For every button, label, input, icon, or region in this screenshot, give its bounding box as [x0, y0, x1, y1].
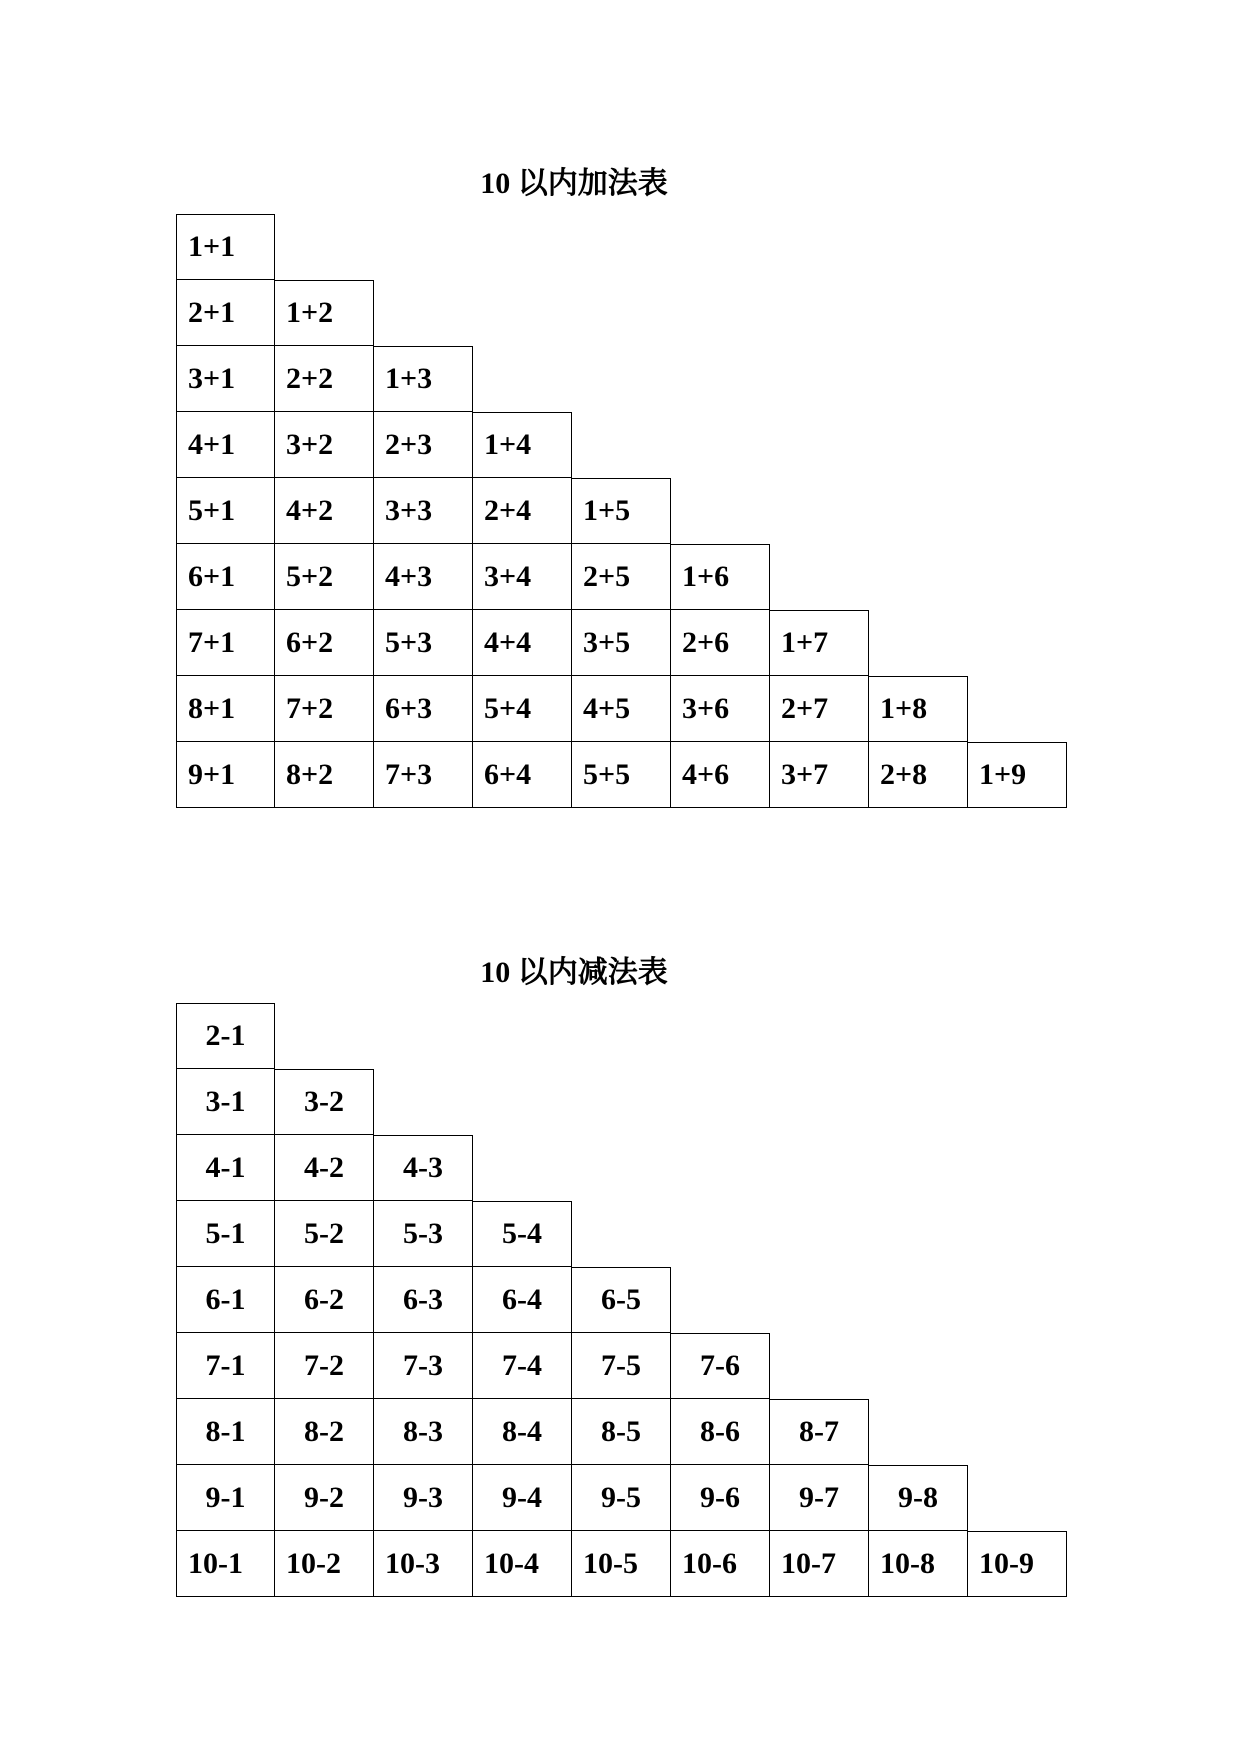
- subtraction-cell: 2-1: [176, 1003, 275, 1069]
- subtraction-cell: 8-5: [572, 1399, 671, 1465]
- subtraction-cell: 10-2: [275, 1531, 374, 1597]
- addition-cell: 1+9: [968, 742, 1067, 808]
- subtraction-row: [176, 1201, 1067, 1267]
- subtraction-cell: 10-8: [869, 1531, 968, 1597]
- addition-cell: 1+8: [869, 676, 968, 742]
- subtraction-cell: 9-7: [770, 1465, 869, 1531]
- addition-cell: 2+6: [671, 610, 770, 676]
- addition-cell: 5+4: [473, 676, 572, 742]
- subtraction-cell: 3-2: [275, 1069, 374, 1135]
- subtraction-cell: 3-1: [176, 1069, 275, 1135]
- addition-cell: 8+2: [275, 742, 374, 808]
- addition-cell: 6+4: [473, 742, 572, 808]
- subtraction-cell: 7-3: [374, 1333, 473, 1399]
- subtraction-cell: 9-6: [671, 1465, 770, 1531]
- subtraction-cell: 7-6: [671, 1333, 770, 1399]
- addition-cell: 2+2: [275, 346, 374, 412]
- addition-cell: 8+1: [176, 676, 275, 742]
- addition-cell: 5+5: [572, 742, 671, 808]
- subtraction-row: [176, 1465, 1067, 1531]
- addition-row: [176, 280, 1067, 346]
- subtraction-cell: 8-1: [176, 1399, 275, 1465]
- subtraction-cell: 9-2: [275, 1465, 374, 1531]
- subtraction-cell: 6-5: [572, 1267, 671, 1333]
- addition-cell: 1+6: [671, 544, 770, 610]
- addition-cell: 7+2: [275, 676, 374, 742]
- subtraction-cell: 8-3: [374, 1399, 473, 1465]
- addition-cell: 4+5: [572, 676, 671, 742]
- addition-cell: 2+4: [473, 478, 572, 544]
- subtraction-cell: 9-4: [473, 1465, 572, 1531]
- subtraction-cell: 10-1: [176, 1531, 275, 1597]
- subtraction-cell: 7-4: [473, 1333, 572, 1399]
- addition-cell: 4+3: [374, 544, 473, 610]
- addition-cell: 4+4: [473, 610, 572, 676]
- subtraction-cell: 8-4: [473, 1399, 572, 1465]
- addition-cell: 2+7: [770, 676, 869, 742]
- addition-row: [176, 478, 1067, 544]
- addition-cell: 6+2: [275, 610, 374, 676]
- subtraction-cell: 10-5: [572, 1531, 671, 1597]
- addition-cell: 6+3: [374, 676, 473, 742]
- addition-cell: 4+6: [671, 742, 770, 808]
- addition-cell: 3+5: [572, 610, 671, 676]
- subtraction-cell: 10-4: [473, 1531, 572, 1597]
- addition-row: [176, 214, 1067, 280]
- subtraction-row: [176, 1003, 1067, 1069]
- subtraction-cell: 7-1: [176, 1333, 275, 1399]
- addition-cell: 2+3: [374, 412, 473, 478]
- addition-cell: 1+4: [473, 412, 572, 478]
- subtraction-cell: 4-1: [176, 1135, 275, 1201]
- subtraction-cell: 7-5: [572, 1333, 671, 1399]
- subtraction-cell: 5-4: [473, 1201, 572, 1267]
- addition-cell: 1+7: [770, 610, 869, 676]
- subtraction-cell: 8-7: [770, 1399, 869, 1465]
- addition-table-title: 10 以内加法表: [480, 167, 668, 200]
- subtraction-cell: 9-1: [176, 1465, 275, 1531]
- subtraction-row: [176, 1531, 1067, 1597]
- addition-cell: 7+1: [176, 610, 275, 676]
- addition-cell: 1+3: [374, 346, 473, 412]
- subtraction-cell: 6-2: [275, 1267, 374, 1333]
- subtraction-cell: 9-5: [572, 1465, 671, 1531]
- addition-cell: 3+3: [374, 478, 473, 544]
- addition-row: [176, 412, 1067, 478]
- subtraction-cell: 6-1: [176, 1267, 275, 1333]
- subtraction-cell: 5-1: [176, 1201, 275, 1267]
- subtraction-row: [176, 1333, 1067, 1399]
- subtraction-cell: 10-9: [968, 1531, 1067, 1597]
- subtraction-table-title: 10 以内减法表: [480, 956, 668, 989]
- subtraction-cell: 10-3: [374, 1531, 473, 1597]
- addition-cell: 2+5: [572, 544, 671, 610]
- addition-cell: 3+7: [770, 742, 869, 808]
- addition-cell: 2+8: [869, 742, 968, 808]
- subtraction-cell: 9-3: [374, 1465, 473, 1531]
- addition-row: [176, 742, 1067, 808]
- subtraction-cell: 9-8: [869, 1465, 968, 1531]
- addition-cell: 2+1: [176, 280, 275, 346]
- subtraction-table: [176, 1003, 1067, 1597]
- addition-row: [176, 676, 1067, 742]
- subtraction-cell: 8-2: [275, 1399, 374, 1465]
- addition-cell: 3+6: [671, 676, 770, 742]
- subtraction-cell: 6-4: [473, 1267, 572, 1333]
- subtraction-cell: 8-6: [671, 1399, 770, 1465]
- addition-row: [176, 610, 1067, 676]
- subtraction-row: [176, 1069, 1067, 1135]
- addition-cell: 4+1: [176, 412, 275, 478]
- addition-row: [176, 346, 1067, 412]
- addition-table: [176, 214, 1067, 808]
- subtraction-cell: 5-3: [374, 1201, 473, 1267]
- subtraction-cell: 5-2: [275, 1201, 374, 1267]
- subtraction-row: [176, 1267, 1067, 1333]
- addition-cell: 9+1: [176, 742, 275, 808]
- addition-cell: 3+1: [176, 346, 275, 412]
- addition-cell: 1+2: [275, 280, 374, 346]
- addition-cell: 1+1: [176, 214, 275, 280]
- addition-cell: 5+2: [275, 544, 374, 610]
- addition-cell: 3+4: [473, 544, 572, 610]
- subtraction-row: [176, 1135, 1067, 1201]
- subtraction-cell: 10-7: [770, 1531, 869, 1597]
- addition-cell: 4+2: [275, 478, 374, 544]
- subtraction-cell: 4-3: [374, 1135, 473, 1201]
- addition-row: [176, 544, 1067, 610]
- subtraction-cell: 4-2: [275, 1135, 374, 1201]
- addition-cell: 6+1: [176, 544, 275, 610]
- subtraction-cell: 6-3: [374, 1267, 473, 1333]
- addition-cell: 1+5: [572, 478, 671, 544]
- addition-cell: 7+3: [374, 742, 473, 808]
- subtraction-cell: 7-2: [275, 1333, 374, 1399]
- addition-cell: 5+3: [374, 610, 473, 676]
- subtraction-cell: 10-6: [671, 1531, 770, 1597]
- subtraction-row: [176, 1399, 1067, 1465]
- addition-cell: 5+1: [176, 478, 275, 544]
- addition-cell: 3+2: [275, 412, 374, 478]
